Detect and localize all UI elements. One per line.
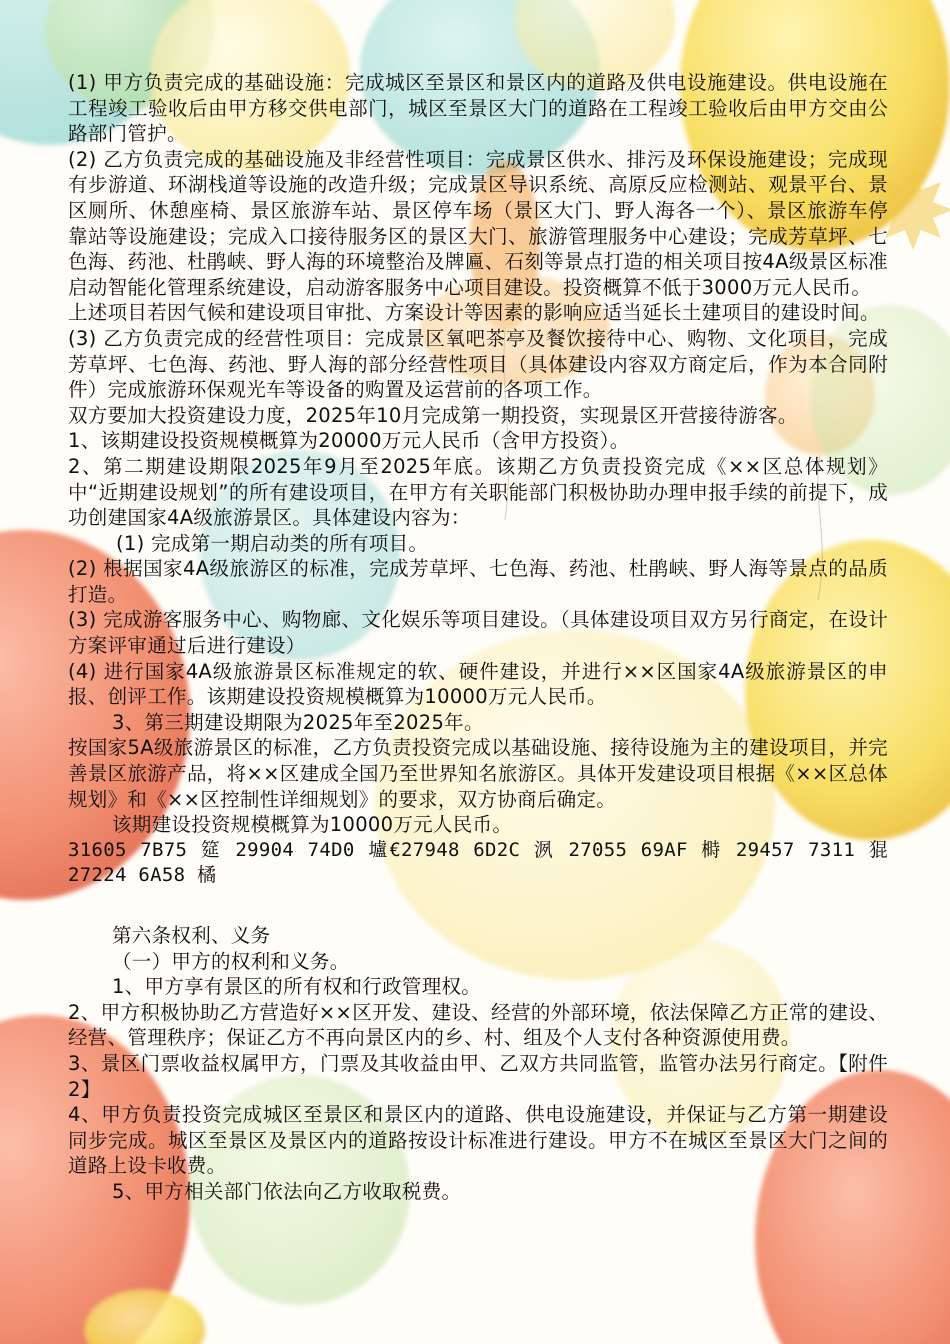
paragraph: (2) 乙方负责完成的基础设施及非经营性项目：完成景区供水、排污及环保设施建设；完成现有步游道、环湖栈道等设施的改造升级；完成景区导识系统、高原反应检测站、观景平台、景区厕所、休憩座椅、景区旅游车站、景区停车场（景区大门、野人海各一个）、景区旅游车停靠站等设施建设；完成入口接待服务区的景区大门、旅游管理服务中心建设；完成芳草坪、七色海、药池、杜鹃峡、野人海的环境整治及牌匾、石刻等景点打造的相关项目按4A级景区标准启动智能化管理系统建设，启动游客服务中心项目建设。投资概算不低于3000万元人民币。 (68, 147, 888, 299)
paragraph: 2、甲方积极协助乙方营造好××区开发、建设、经营的外部环境，依法保障乙方正常的建设、经营、管理秩序；保证乙方不再向景区内的乡、村、组及个人支付各种资源使用费。 (68, 1000, 888, 1050)
spacer (68, 889, 888, 923)
paragraph: 4、甲方负责投资完成城区至景区和景区内的道路、供电设施建设，并保证与乙方第一期建设同步完成。城区至景区及景区内的道路按设计标准进行建设。甲方不在城区至景区大门之间的道路上设卡收费。 (68, 1103, 888, 1178)
paragraph: (4) 进行国家4A级旅游景区标准规定的软、硬件建设，并进行××区国家4A级旅游景区的申报、创评工作。该期建设投资规模概算为10000万元人民币。 (68, 659, 888, 709)
paragraph: 1、甲方享有景区的所有权和行政管理权。 (112, 975, 482, 999)
subsection-heading: （一）甲方的权利和义务。 (112, 949, 350, 973)
paragraph: 3、景区门票收益权属甲方，门票及其收益由甲、乙双方共同监管，监管办法另行商定。【附件2】 (68, 1051, 888, 1101)
paragraph: 1、该期建设投资规模概算为20000万元人民币（含甲方投资）。 (68, 429, 630, 453)
paragraph: 按国家5A级旅游景区的标准，乙方负责投资完成以基础设施、接待设施为主的建设项目，并完善景区旅游产品，将××区建成全国乃至世界知名旅游区。具体开发建设项目根据《××区总体规划》和《××区控制性详细规划》的要求，双方协商后确定。 (68, 736, 888, 811)
paragraph: (2) 根据国家4A级旅游区的标准，完成芳草坪、七色海、药池、杜鹃峡、野人海等景点的品质打造。 (68, 557, 888, 606)
paragraph: (3) 乙方负责完成的经营性项目：完成景区氧吧茶亭及餐饮接待中心、购物、文化项目，完成芳草坪、七色海、药池、野人海的部分经营性项目（具体建设内容双方商定后，作为本合同附件）完成旅游环保观光车等设备的购置及运营前的各项工作。 (68, 326, 888, 402)
paragraph: 上述项目若因气候和建设项目审批、方案设计等因素的影响应适当延长土建项目的建设时间。 (68, 301, 880, 325)
paragraph: 双方要加大投资建设力度，2025年10月完成第一期投资，实现景区开营接待游客。 (68, 403, 798, 427)
paragraph: 5、甲方相关部门依法向乙方收取税费。 (112, 1179, 462, 1203)
paragraph: (1) 甲方负责完成的基础设施：完成城区至景区和景区内的道路及供电设施建设。供电设施在工程竣工验收后由甲方移交供电部门，城区至景区大门的道路在工程竣工验收后由甲方交由公路部门管护。 (68, 71, 888, 146)
section-heading: 第六条权利、义务 (112, 924, 271, 947)
paragraph: 该期建设投资规模概算为10000万元人民币。 (112, 813, 513, 837)
paragraph: 2、第二期建设期限2025年9月至2025年底。该期乙方负责投资完成《××区总体规划》中“近期建设规划”的所有建设项目，在甲方有关职能部门积极协助办理申报手续的前提下，成功创建国家4A级旅游景区。具体建设内容为： (68, 454, 888, 530)
paragraph: (3) 完成游客服务中心、购物廊、文化娱乐等项目建设。（具体建设项目双方另行商定，在设计方案评审通过后进行建设） (68, 608, 888, 658)
garbled-code-line: 31605 7B75 筵 29904 74D0 壚€27948 6D2C 洬 27055 69AF 榯 29457 7311 猑 27224 6A58 橘 (68, 838, 888, 887)
paragraph: 3、第三期建设期限为2025年至2025年。 (112, 710, 484, 734)
paragraph: (1) 完成第一期启动类的所有项目。 (116, 531, 429, 555)
document-body (68, 70, 888, 1205)
